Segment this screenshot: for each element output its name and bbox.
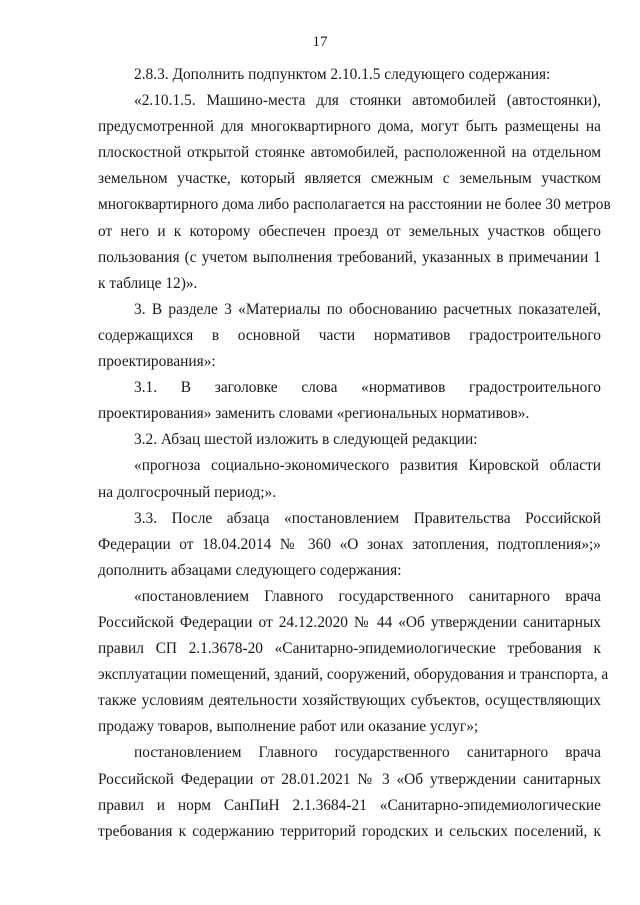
paragraph-sanpin-2-1-3684-21 <box>98 740 601 844</box>
text-line: земельном участке, который является смежным с земельным участком <box>98 170 601 188</box>
text-line: эксплуатации помещений, зданий, сооружений, оборудования и транспорта, а <box>98 666 609 684</box>
paragraph-sp-2-1-3678-20 <box>98 584 609 741</box>
text-line: дополнить абзацами следующего содержания: <box>98 561 402 579</box>
text-line: проектирования» заменить словами «региональных нормативов». <box>98 405 530 423</box>
text-line: продажу товаров, выполнение работ или оказание услуг»; <box>98 718 479 736</box>
text-line: предусмотренной для многоквартирного дома, могут быть размещены на <box>98 118 601 136</box>
text-line: 3.1. В заголовке слова «нормативов градостроительного <box>134 379 601 397</box>
text-line: пользования (с учетом выполнения требований, указанных в примечании 1 <box>98 248 601 266</box>
paragraph-forecast <box>98 453 601 505</box>
text-line: требования к содержанию территорий городских и сельских поселений, к <box>98 822 601 840</box>
text-line: «2.10.1.5. Машино-места для стоянки автомобилей (автостоянки), <box>134 92 601 110</box>
text-line: к таблице 12)». <box>98 274 198 292</box>
text-line: правил и норм СанПиН 2.1.3684-21 «Санитарно-эпидемиологические <box>98 796 601 814</box>
paragraph-3 <box>98 297 601 375</box>
paragraph-3-2 <box>98 427 601 453</box>
text-line: 3. В разделе 3 «Материалы по обоснованию расчетных показателей, <box>134 300 601 318</box>
page-number: 17 <box>312 34 328 50</box>
text-line: 3.2. Абзац шестой изложить в следующей редакции: <box>134 431 478 449</box>
text-line: от него и к которому обеспечен проезд от земельных участков общего <box>98 222 601 240</box>
paragraph-3-3 <box>98 506 601 584</box>
paragraph-2-10-1-5 <box>98 88 611 297</box>
text-line: проектирования»: <box>98 353 216 371</box>
text-line: содержащихся в основной части нормативов градостроительного <box>98 326 601 344</box>
text-line: также условиям деятельности хозяйствующих субъектов, осуществляющих <box>98 692 601 710</box>
text-line: Российской Федерации от 28.01.2021 № 3 «Об утверждении санитарных <box>98 770 601 788</box>
text-line: Федерации от 18.04.2014 № 360 «О зонах затопления, подтопления»;» <box>98 535 601 553</box>
text-line: постановлением Главного государственного санитарного врача <box>134 744 601 762</box>
text-line: 2.8.3. Дополнить подпунктом 2.10.1.5 следующего содержания: <box>134 66 551 83</box>
paragraph-3-1 <box>98 375 601 427</box>
text-line: на долгосрочный период;». <box>98 483 277 501</box>
text-line: многоквартирного дома либо располагается на расстоянии не более 30 метров <box>98 196 611 214</box>
document-body <box>98 62 611 845</box>
text-line: Российской Федерации от 24.12.2020 № 44 «Об утверждении санитарных <box>98 613 601 631</box>
text-line: «прогноза социально-экономического развития Кировской области <box>134 457 601 475</box>
paragraph-2-8-3 <box>98 62 601 88</box>
text-line: «постановлением Главного государственного санитарного врача <box>134 587 601 605</box>
text-line: правил СП 2.1.3678-20 «Санитарно-эпидемиологические требования к <box>98 640 601 658</box>
text-line: плоскостной открытой стоянке автомобилей, расположенной на отдельном <box>98 144 601 162</box>
text-line: 3.3. После абзаца «постановлением Правительства Российской <box>134 509 601 527</box>
